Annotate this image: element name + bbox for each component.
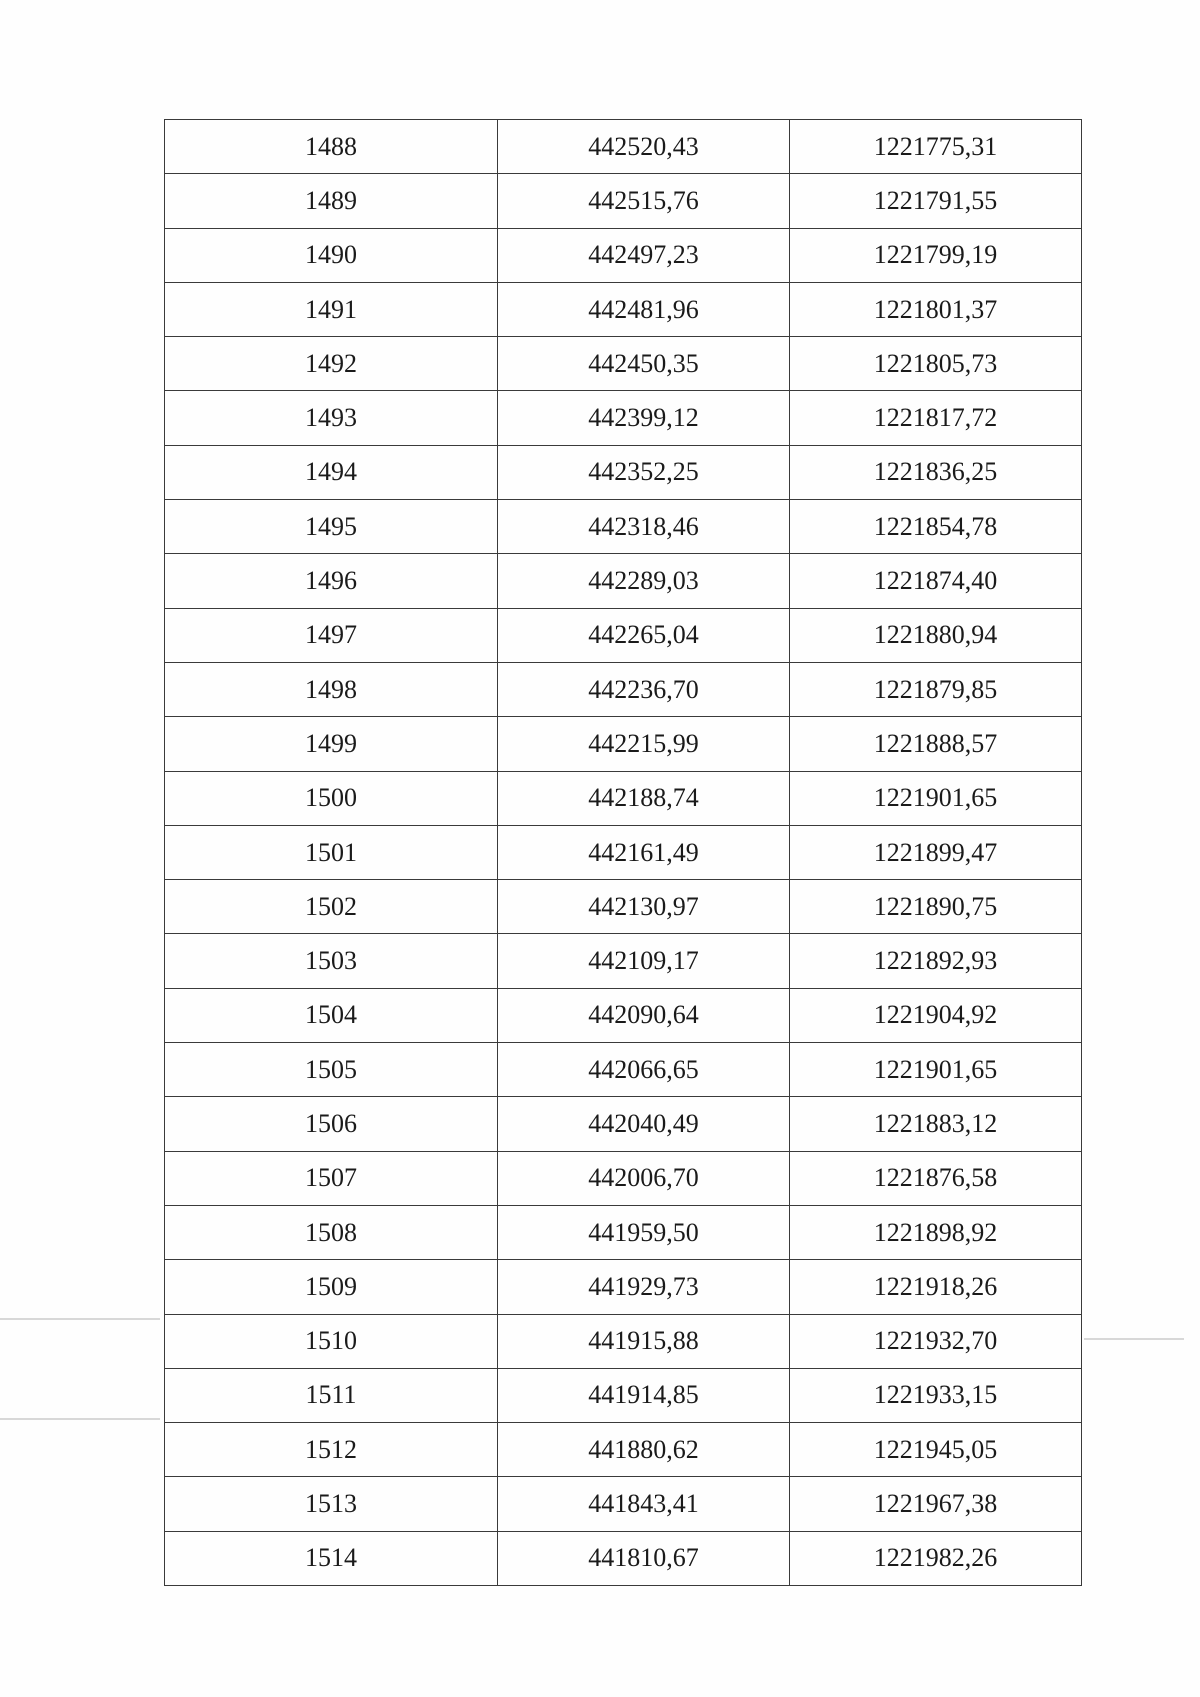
point-number-cell: 1497 bbox=[165, 608, 498, 662]
y-coordinate-cell: 1221899,47 bbox=[790, 825, 1082, 879]
x-coordinate-cell: 441810,67 bbox=[498, 1531, 790, 1585]
table-row bbox=[165, 1531, 1082, 1585]
point-number-cell: 1504 bbox=[165, 988, 498, 1042]
x-coordinate-cell: 442006,70 bbox=[498, 1151, 790, 1205]
point-number-cell: 1501 bbox=[165, 825, 498, 879]
x-coordinate-cell: 442450,35 bbox=[498, 337, 790, 391]
point-number-cell: 1510 bbox=[165, 1314, 498, 1368]
scan-artifact bbox=[0, 1318, 160, 1320]
y-coordinate-cell: 1221791,55 bbox=[790, 174, 1082, 228]
scan-artifact bbox=[1084, 1338, 1184, 1340]
table-row bbox=[165, 120, 1082, 174]
y-coordinate-cell: 1221879,85 bbox=[790, 662, 1082, 716]
point-number-cell: 1508 bbox=[165, 1205, 498, 1259]
point-number-cell: 1511 bbox=[165, 1368, 498, 1422]
x-coordinate-cell: 442520,43 bbox=[498, 120, 790, 174]
table-row bbox=[165, 1043, 1082, 1097]
point-number-cell: 1512 bbox=[165, 1423, 498, 1477]
x-coordinate-cell: 442066,65 bbox=[498, 1043, 790, 1097]
x-coordinate-cell: 441843,41 bbox=[498, 1477, 790, 1531]
point-number-cell: 1488 bbox=[165, 120, 498, 174]
x-coordinate-cell: 442161,49 bbox=[498, 825, 790, 879]
y-coordinate-cell: 1221817,72 bbox=[790, 391, 1082, 445]
table-row bbox=[165, 554, 1082, 608]
y-coordinate-cell: 1221892,93 bbox=[790, 934, 1082, 988]
table-row bbox=[165, 934, 1082, 988]
table-row bbox=[165, 282, 1082, 336]
x-coordinate-cell: 442265,04 bbox=[498, 608, 790, 662]
y-coordinate-cell: 1221836,25 bbox=[790, 445, 1082, 499]
x-coordinate-cell: 442236,70 bbox=[498, 662, 790, 716]
x-coordinate-cell: 441914,85 bbox=[498, 1368, 790, 1422]
y-coordinate-cell: 1221854,78 bbox=[790, 500, 1082, 554]
point-number-cell: 1492 bbox=[165, 337, 498, 391]
point-number-cell: 1489 bbox=[165, 174, 498, 228]
table-row bbox=[165, 228, 1082, 282]
table-row bbox=[165, 1423, 1082, 1477]
point-number-cell: 1506 bbox=[165, 1097, 498, 1151]
table-row bbox=[165, 1260, 1082, 1314]
table-row bbox=[165, 500, 1082, 554]
x-coordinate-cell: 442399,12 bbox=[498, 391, 790, 445]
point-number-cell: 1513 bbox=[165, 1477, 498, 1531]
x-coordinate-cell: 442040,49 bbox=[498, 1097, 790, 1151]
y-coordinate-cell: 1221876,58 bbox=[790, 1151, 1082, 1205]
table-row bbox=[165, 717, 1082, 771]
y-coordinate-cell: 1221805,73 bbox=[790, 337, 1082, 391]
point-number-cell: 1509 bbox=[165, 1260, 498, 1314]
table-row bbox=[165, 988, 1082, 1042]
table-row bbox=[165, 1205, 1082, 1259]
y-coordinate-cell: 1221945,05 bbox=[790, 1423, 1082, 1477]
y-coordinate-cell: 1221775,31 bbox=[790, 120, 1082, 174]
table-row bbox=[165, 1368, 1082, 1422]
y-coordinate-cell: 1221883,12 bbox=[790, 1097, 1082, 1151]
point-number-cell: 1505 bbox=[165, 1043, 498, 1097]
x-coordinate-cell: 442497,23 bbox=[498, 228, 790, 282]
y-coordinate-cell: 1221890,75 bbox=[790, 880, 1082, 934]
y-coordinate-cell: 1221904,92 bbox=[790, 988, 1082, 1042]
point-number-cell: 1498 bbox=[165, 662, 498, 716]
coordinates-table-body bbox=[165, 120, 1082, 1586]
x-coordinate-cell: 442130,97 bbox=[498, 880, 790, 934]
y-coordinate-cell: 1221874,40 bbox=[790, 554, 1082, 608]
point-number-cell: 1493 bbox=[165, 391, 498, 445]
y-coordinate-cell: 1221898,92 bbox=[790, 1205, 1082, 1259]
table-row bbox=[165, 825, 1082, 879]
table-row bbox=[165, 880, 1082, 934]
x-coordinate-cell: 442289,03 bbox=[498, 554, 790, 608]
y-coordinate-cell: 1221982,26 bbox=[790, 1531, 1082, 1585]
x-coordinate-cell: 441915,88 bbox=[498, 1314, 790, 1368]
y-coordinate-cell: 1221967,38 bbox=[790, 1477, 1082, 1531]
point-number-cell: 1496 bbox=[165, 554, 498, 608]
table-row bbox=[165, 1151, 1082, 1205]
y-coordinate-cell: 1221888,57 bbox=[790, 717, 1082, 771]
x-coordinate-cell: 442215,99 bbox=[498, 717, 790, 771]
x-coordinate-cell: 442188,74 bbox=[498, 771, 790, 825]
x-coordinate-cell: 442352,25 bbox=[498, 445, 790, 499]
table-row bbox=[165, 391, 1082, 445]
y-coordinate-cell: 1221933,15 bbox=[790, 1368, 1082, 1422]
y-coordinate-cell: 1221918,26 bbox=[790, 1260, 1082, 1314]
point-number-cell: 1514 bbox=[165, 1531, 498, 1585]
table-row bbox=[165, 1314, 1082, 1368]
scan-artifact bbox=[0, 1418, 160, 1420]
x-coordinate-cell: 441929,73 bbox=[498, 1260, 790, 1314]
point-number-cell: 1503 bbox=[165, 934, 498, 988]
table-row bbox=[165, 1097, 1082, 1151]
y-coordinate-cell: 1221880,94 bbox=[790, 608, 1082, 662]
table-row bbox=[165, 608, 1082, 662]
point-number-cell: 1500 bbox=[165, 771, 498, 825]
coordinates-table bbox=[164, 119, 1082, 1586]
table-row bbox=[165, 445, 1082, 499]
table-row bbox=[165, 337, 1082, 391]
x-coordinate-cell: 442090,64 bbox=[498, 988, 790, 1042]
y-coordinate-cell: 1221801,37 bbox=[790, 282, 1082, 336]
x-coordinate-cell: 441959,50 bbox=[498, 1205, 790, 1259]
x-coordinate-cell: 442515,76 bbox=[498, 174, 790, 228]
y-coordinate-cell: 1221799,19 bbox=[790, 228, 1082, 282]
point-number-cell: 1507 bbox=[165, 1151, 498, 1205]
x-coordinate-cell: 442481,96 bbox=[498, 282, 790, 336]
point-number-cell: 1502 bbox=[165, 880, 498, 934]
table-row bbox=[165, 662, 1082, 716]
point-number-cell: 1491 bbox=[165, 282, 498, 336]
y-coordinate-cell: 1221901,65 bbox=[790, 771, 1082, 825]
y-coordinate-cell: 1221901,65 bbox=[790, 1043, 1082, 1097]
x-coordinate-cell: 442318,46 bbox=[498, 500, 790, 554]
x-coordinate-cell: 442109,17 bbox=[498, 934, 790, 988]
table-row bbox=[165, 1477, 1082, 1531]
point-number-cell: 1499 bbox=[165, 717, 498, 771]
table-row bbox=[165, 174, 1082, 228]
y-coordinate-cell: 1221932,70 bbox=[790, 1314, 1082, 1368]
point-number-cell: 1494 bbox=[165, 445, 498, 499]
table-row bbox=[165, 771, 1082, 825]
point-number-cell: 1490 bbox=[165, 228, 498, 282]
point-number-cell: 1495 bbox=[165, 500, 498, 554]
x-coordinate-cell: 441880,62 bbox=[498, 1423, 790, 1477]
